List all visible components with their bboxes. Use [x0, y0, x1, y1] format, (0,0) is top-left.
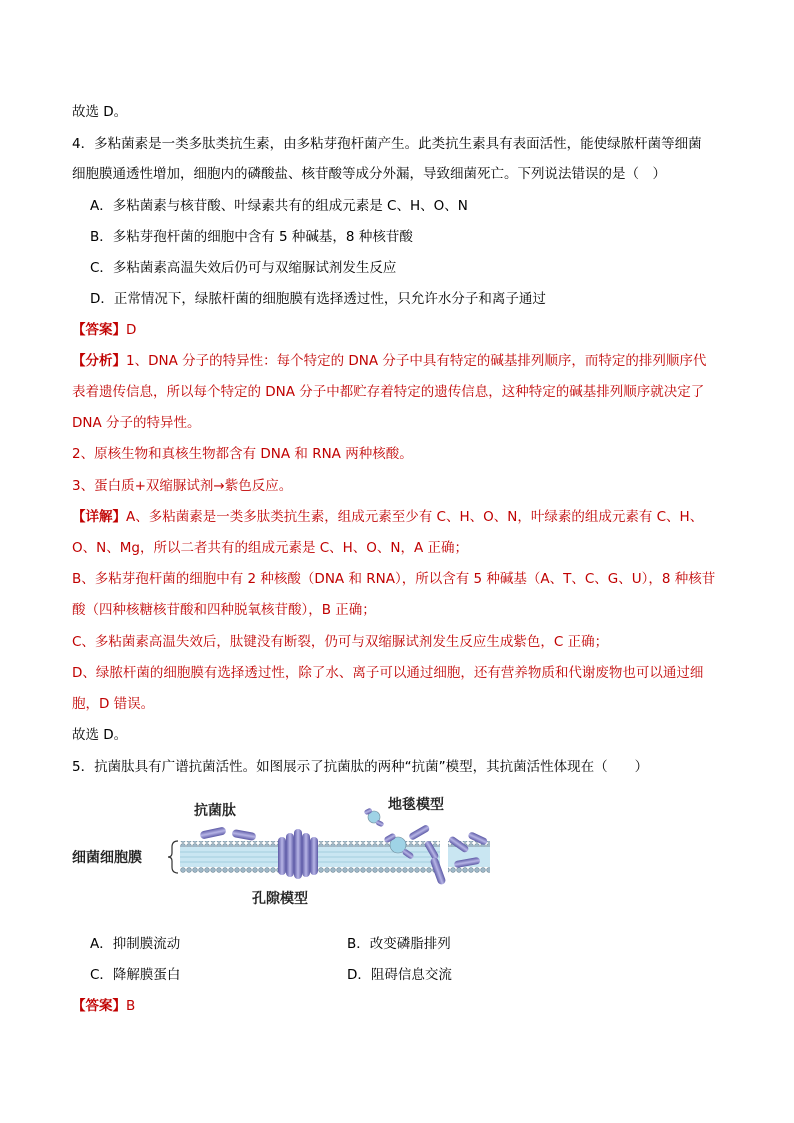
- q4-conclusion: 故选 D。: [72, 727, 128, 743]
- detail-text: A、多粘菌素是一类多肽类抗生素，组成元素至少有 C、H、O、N，叶绿素的组成元素有 C、H、: [126, 509, 704, 525]
- q3-conclusion: 故选 D。: [72, 104, 128, 120]
- q4-option-a: A．多粘菌素与核苷酸、叶绿素共有的组成元素是 C、H、O、N: [90, 198, 468, 214]
- q4-detail-line1: [72, 507, 703, 527]
- label-antimicrobial-peptide: 抗菌肽: [194, 803, 236, 819]
- q5-option-b: B．改变磷脂排列: [347, 936, 451, 952]
- analysis-text: 1、DNA 分子的特异性：每个特定的 DNA 分子中具有特定的碱基排列顺序，而特定的排列顺序代: [126, 353, 707, 369]
- answer-tag: 【答案】: [72, 322, 126, 338]
- q4-analysis-line2: 表着遗传信息，所以每个特定的 DNA 分子中都贮存着特定的遗传信息，这种特定的碱基排列顺序就决定了: [72, 384, 705, 400]
- peptide-surface: [199, 826, 256, 841]
- q4-option-c: C．多粘菌素高温失效后仍可与双缩脲试剂发生反应: [90, 260, 397, 276]
- q4-option-b: B．多粘芽孢杆菌的细胞中含有 5 种碱基，8 种核苷酸: [90, 229, 413, 245]
- q4-detail-line5: C、多粘菌素高温失效后，肽键没有断裂，仍可与双缩脲试剂发生反应生成紫色，C 正确；: [72, 634, 609, 650]
- q4-answer: [72, 320, 136, 340]
- q5-option-c: C．降解膜蛋白: [90, 967, 181, 983]
- q4-detail-line3: B、多粘芽孢杆菌的细胞中有 2 种核酸（DNA 和 RNA），所以含有 5 种碱基（A、T、C、G、U），8 种核苷: [72, 571, 716, 587]
- antimicrobial-peptide-figure: [72, 795, 492, 915]
- q4-analysis-line1: [72, 351, 706, 371]
- q4-analysis-line4: 2、原核生物和真核生物都含有 DNA 和 RNA 两种核酸。: [72, 446, 413, 462]
- q4-detail-line2: O、N、Mg，所以二者共有的组成元素是 C、H、O、N，A 正确；: [72, 540, 469, 556]
- q4-detail-line4: 酸（四种核糖核苷酸和四种脱氧核苷酸），B 正确；: [72, 602, 376, 618]
- membrane-bracket: [168, 841, 178, 873]
- pore-model-peptides: [278, 829, 318, 879]
- label-bacterial-membrane: 细菌细胞膜: [72, 850, 142, 866]
- analysis-tag: 【分析】: [72, 353, 126, 369]
- q4-stem-line1: 4．多粘菌素是一类多肽类抗生素，由多粘芽孢杆菌产生。此类抗生素具有表面活性，能使绿脓杆菌等细菌: [72, 136, 702, 152]
- q4-option-d: D．正常情况下，绿脓杆菌的细胞膜有选择透过性，只允许水分子和离子通过: [90, 291, 546, 307]
- q5-stem: 5．抗菌肽具有广谱抗菌活性。如图展示了抗菌肽的两种“抗菌”模型，其抗菌活性体现在（ ）: [72, 759, 649, 775]
- q4-analysis-line5: 3、蛋白质+双缩脲试剂→紫色反应。: [72, 478, 293, 494]
- q5-answer: [72, 996, 135, 1016]
- label-pore-model: 孔隙模型: [252, 891, 308, 907]
- q4-stem-line2: 细胞膜通透性增加，细胞内的磷酸盐、核苷酸等成分外漏，导致细菌死亡。下列说法错误的是（ ）: [72, 166, 666, 182]
- answer-value: D: [126, 322, 137, 338]
- q4-detail-line6: D、绿脓杆菌的细胞膜有选择透过性，除了水、离子可以通过细胞，还有营养物质和代谢废物也可以通过细: [72, 665, 704, 681]
- answer-tag: 【答案】: [72, 998, 126, 1014]
- q5-option-a: A．抑制膜流动: [90, 936, 181, 952]
- membrane-bilayer: [180, 841, 490, 873]
- q4-detail-line7: 胞，D 错误。: [72, 696, 155, 712]
- detail-tag: 【详解】: [72, 509, 126, 525]
- q4-analysis-line3: DNA 分子的特异性。: [72, 415, 201, 431]
- label-carpet-model: 地毯模型: [388, 797, 444, 813]
- answer-value: B: [126, 998, 136, 1014]
- q5-option-d: D．阻碍信息交流: [347, 967, 452, 983]
